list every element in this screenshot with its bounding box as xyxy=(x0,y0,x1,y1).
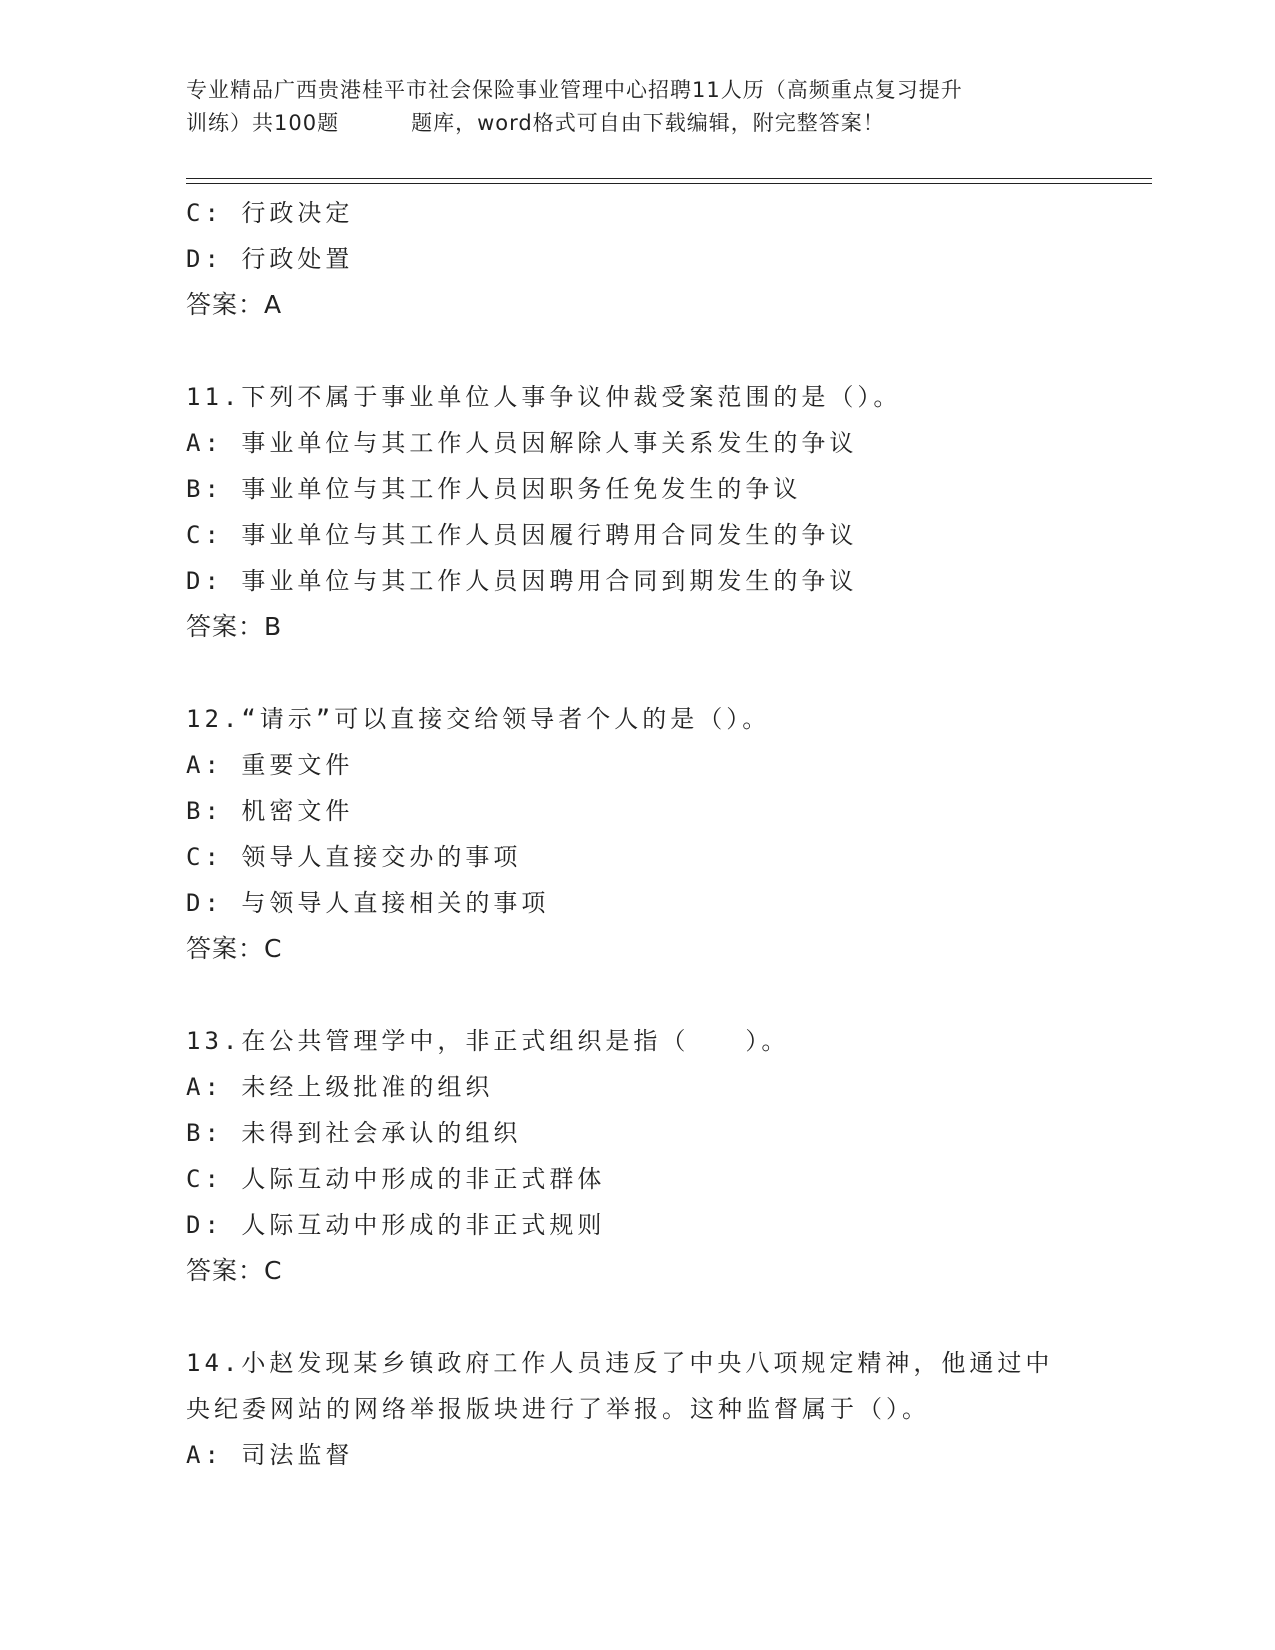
block-spacer xyxy=(186,1294,1086,1340)
answer-line: 答案：C xyxy=(186,934,283,963)
answer-line: 答案：B xyxy=(186,612,283,641)
option-line: A: 重要文件 xyxy=(186,751,354,779)
option-line: A: 司法监督 xyxy=(186,1441,354,1469)
answer-line: 答案：A xyxy=(186,290,283,319)
header-divider-top xyxy=(186,178,1152,179)
question-block xyxy=(186,190,1086,328)
option-line: B: 未得到社会承认的组织 xyxy=(186,1119,522,1147)
answer-line: 答案：C xyxy=(186,1256,283,1285)
header-title-part-b: 题库，word格式可自由下载编辑，附完整答案！ xyxy=(411,111,885,135)
option-line: 央纪委网站的网络举报版块进行了举报。这种监督属于（）。 xyxy=(186,1395,930,1423)
block-spacer xyxy=(186,972,1086,1018)
block-spacer xyxy=(186,650,1086,696)
option-line: B: 机密文件 xyxy=(186,797,354,825)
option-line: D: 事业单位与其工作人员因聘用合同到期发生的争议 xyxy=(186,567,858,595)
question-block xyxy=(186,374,1086,650)
option-line: C: 事业单位与其工作人员因履行聘用合同发生的争议 xyxy=(186,521,858,549)
header-title-line-2 xyxy=(186,107,1086,140)
question-text: 12.“请示”可以直接交给领导者个人的是（）。 xyxy=(186,705,771,733)
option-line: B: 事业单位与其工作人员因职务任免发生的争议 xyxy=(186,475,802,503)
option-line: C: 行政决定 xyxy=(186,199,354,227)
question-content xyxy=(186,190,1086,1478)
header-title-line-1: 专业精品广西贵港桂平市社会保险事业管理中心招聘11人历（高频重点复习提升 xyxy=(186,78,963,102)
block-spacer xyxy=(186,328,1086,374)
option-line: D: 与领导人直接相关的事项 xyxy=(186,889,550,917)
option-line: D: 行政处置 xyxy=(186,245,354,273)
question-text: 11.下列不属于事业单位人事争议仲裁受案范围的是（）。 xyxy=(186,383,902,411)
option-line: D: 人际互动中形成的非正式规则 xyxy=(186,1211,606,1239)
header-divider-bottom xyxy=(186,183,1152,184)
question-text: 14.小赵发现某乡镇政府工作人员违反了中央八项规定精神，他通过中 xyxy=(186,1349,1054,1377)
option-line: A: 未经上级批准的组织 xyxy=(186,1073,494,1101)
option-line: C: 领导人直接交办的事项 xyxy=(186,843,522,871)
header-title-part-a: 训练）共100题 xyxy=(186,111,340,135)
question-block xyxy=(186,1018,1086,1294)
question-block xyxy=(186,696,1086,972)
option-line: A: 事业单位与其工作人员因解除人事关系发生的争议 xyxy=(186,429,858,457)
question-block xyxy=(186,1340,1086,1478)
option-line: C: 人际互动中形成的非正式群体 xyxy=(186,1165,606,1193)
question-text: 13.在公共管理学中，非正式组织是指（ ）。 xyxy=(186,1027,790,1055)
page-header xyxy=(186,74,1086,140)
